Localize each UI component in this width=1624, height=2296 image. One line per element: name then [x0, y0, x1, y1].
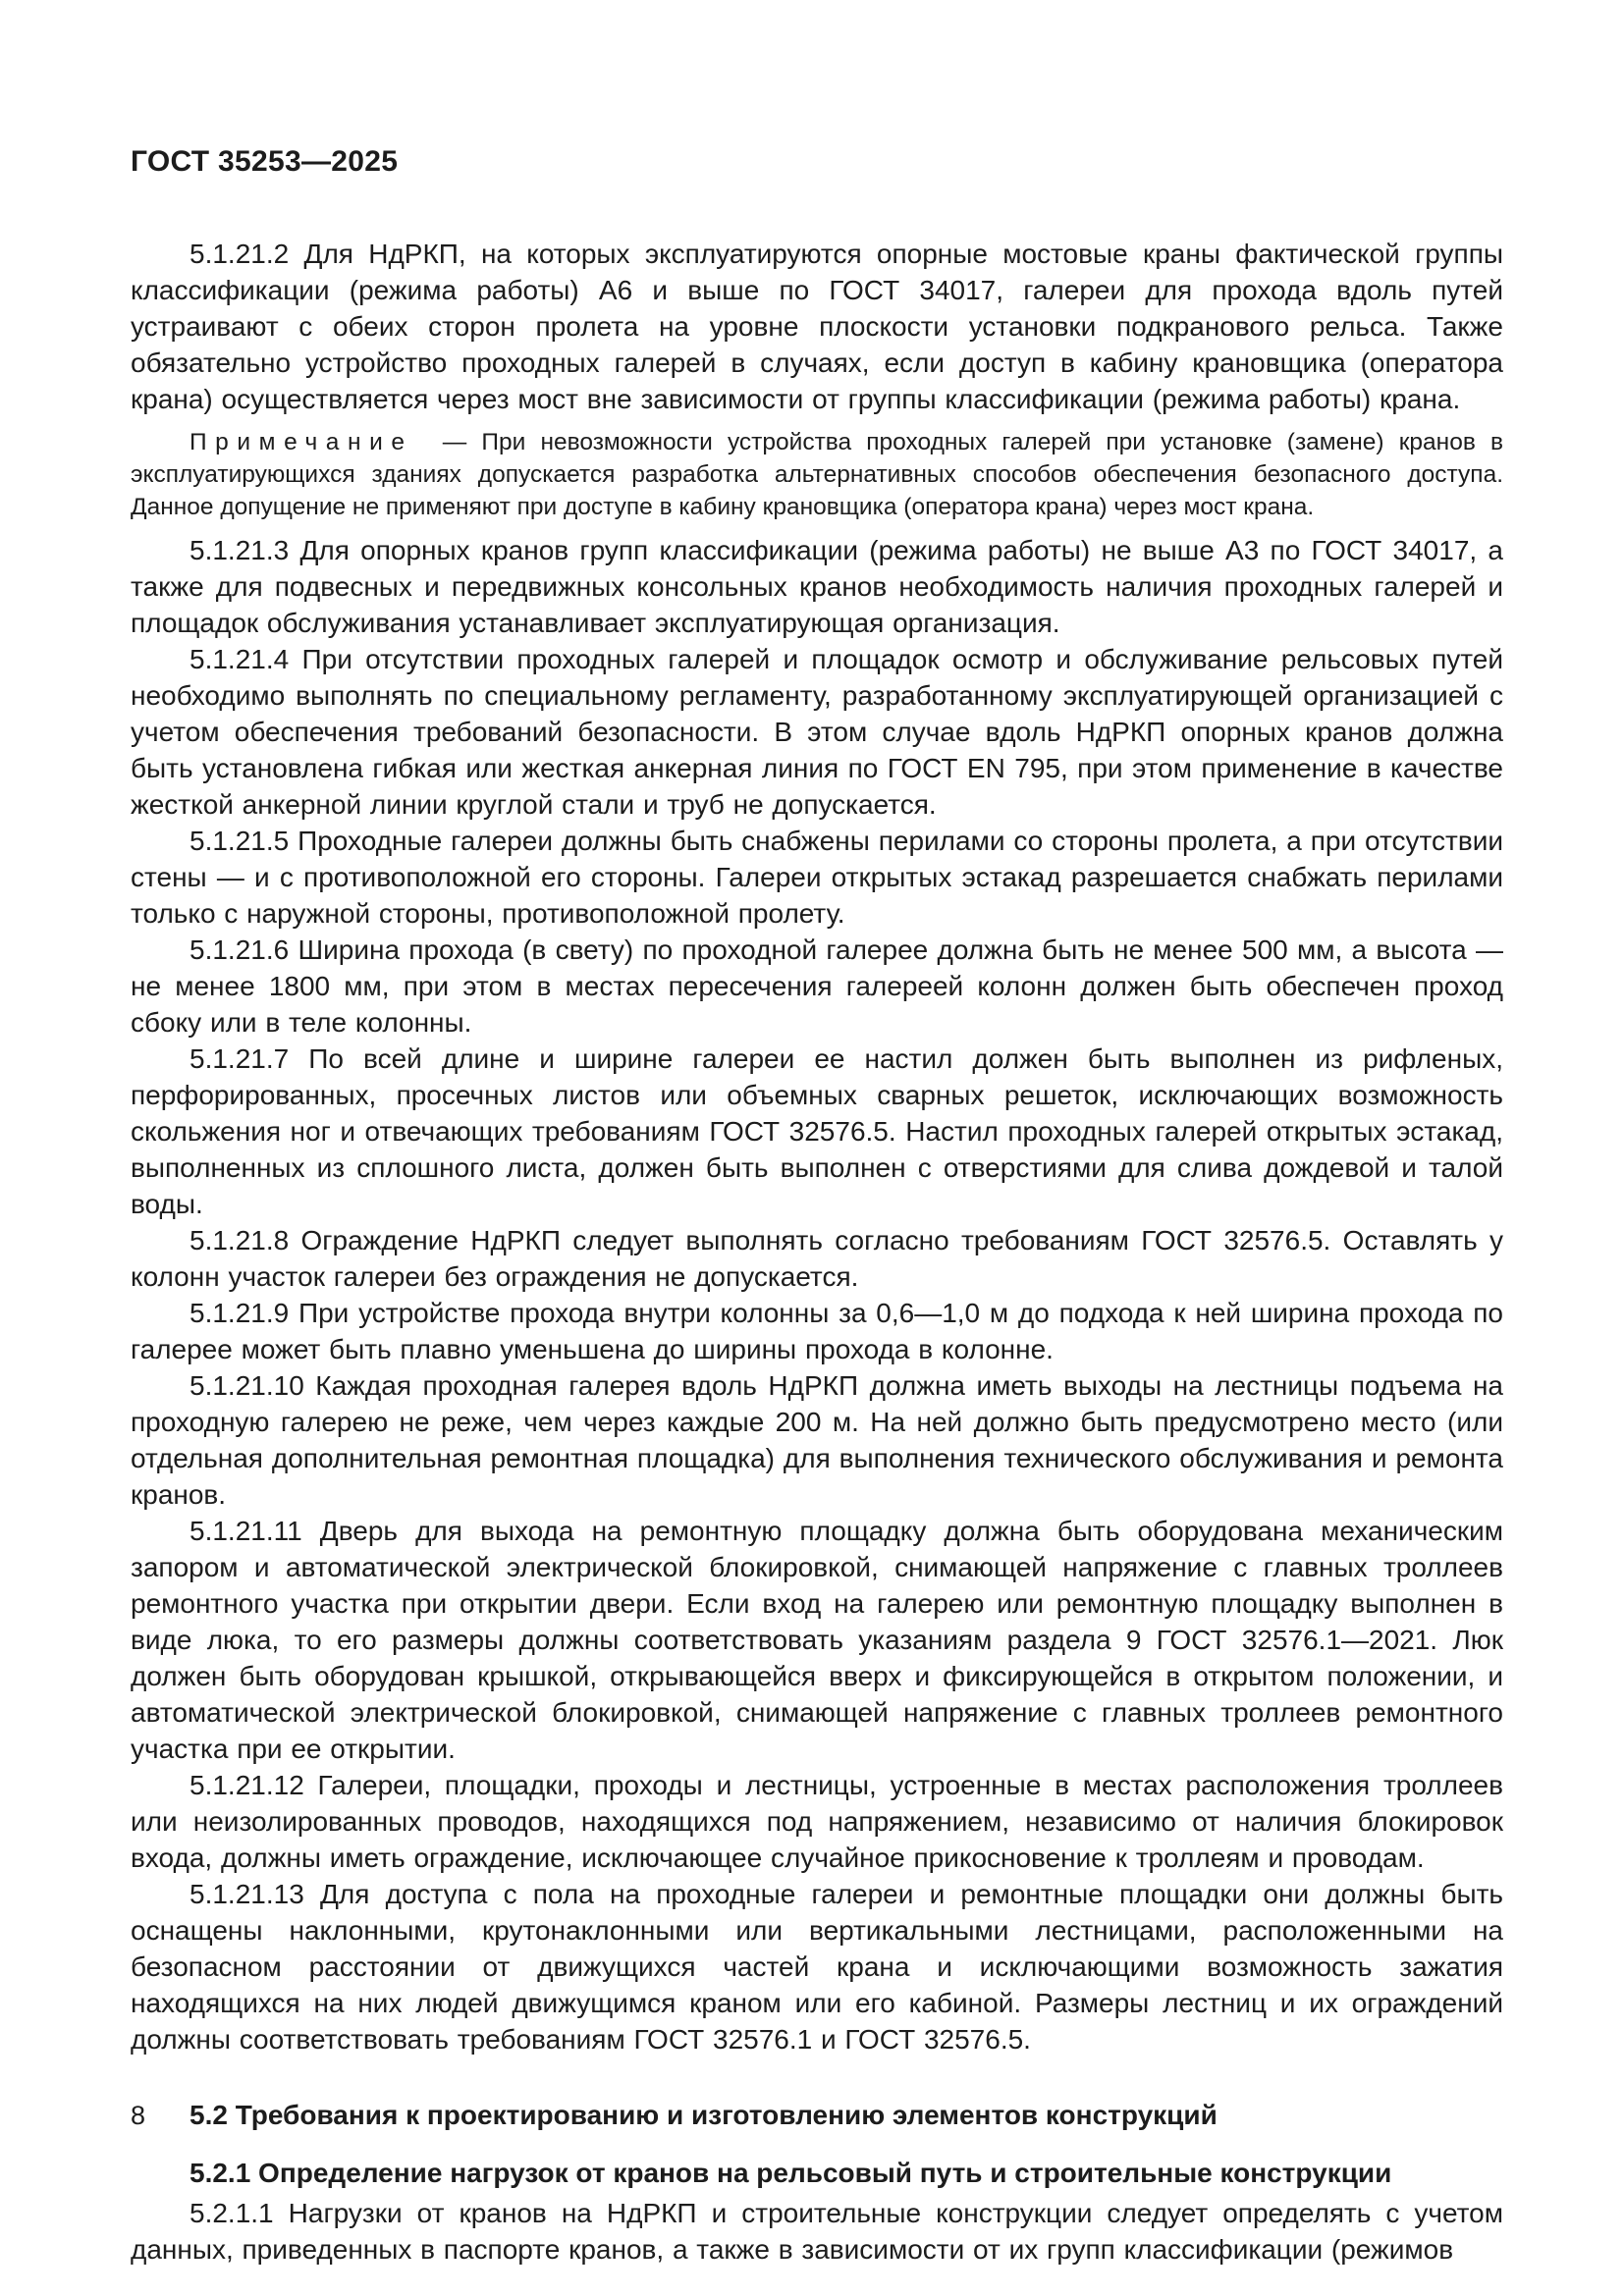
paragraph-5-1-21-12: 5.1.21.12 Галереи, площадки, проходы и лестницы, устроенные в местах расположения троллеев или неизолированных проводов, находящихся под напряжением, независимо от наличия блокировок входа, должны иметь ограждение, исключающее случайное прикосновение к троллеям и проводам. [131, 1770, 1503, 1873]
paragraph-5-1-21-13: 5.1.21.13 Для доступа с пола на проходные галереи и ремонтные площадки они должны быть оснащены наклонными, крутонаклонными или вертикальными лестницами, расположенными на безопасном расстоянии от движущихся частей крана и исключающими возможность зажатия находящихся на них людей движущимся краном или его кабиной. Размеры лестниц и их ограждений должны соответствовать требованиям ГОСТ 32576.1 и ГОСТ 32576.5. [131, 1879, 1503, 2055]
note-label: Примечание [189, 429, 413, 455]
paragraph-5-1-21-7: 5.1.21.7 По всей длине и ширине галереи ее настил должен быть выполнен из рифленых, перфорированных, просечных листов или объемных сварных решеток, исключающих возможность скольжения ног и отвечающих требованиям ГОСТ 32576.5. Настил проходных галерей открытых эстакад, выполненных из сплошного листа, должен быть выполнен с отверстиями для слива дождевой и талой воды. [131, 1043, 1503, 1219]
page-number: 8 [131, 2101, 146, 2130]
paragraph-5-1-21-4: 5.1.21.4 При отсутствии проходных галерей и площадок осмотр и обслуживание рельсовых путей необходимо выполнять по специальному регламенту, разработанному эксплуатирующей организацией с учетом обеспечения требований безопасности. В этом случае вдоль НдРКП опорных кранов должна быть установлена гибкая или жесткая анкерная линия по ГОСТ EN 795, при этом применение в качестве жесткой анкерной линии круглой стали и труб не допускается. [131, 644, 1503, 820]
paragraph-5-1-21-10: 5.1.21.10 Каждая проходная галерея вдоль НдРКП должна иметь выходы на лестницы подъема на проходную галерею не реже, чем через каждые 200 м. На ней должно быть предусмотрено место (или отдельная дополнительная ремонтная площадка) для выполнения технического обслуживания и ремонта кранов. [131, 1370, 1503, 1510]
paragraph-5-1-21-8: 5.1.21.8 Ограждение НдРКП следует выполнять согласно требованиям ГОСТ 32576.5. Оставлять у колонн участок галереи без ограждения не допускается. [131, 1225, 1503, 1292]
section-heading-5-2: 5.2 Требования к проектированию и изготовлению элементов конструкций [189, 2100, 1218, 2130]
paragraph-5-1-21-3: 5.1.21.3 Для опорных кранов групп классификации (режима работы) не выше А3 по ГОСТ 34017, а также для подвесных и передвижных консольных кранов необходимость наличия проходных галерей и площадок обслуживания устанавливает эксплуатирующая организация. [131, 535, 1503, 638]
subsection-heading-5-2-1: 5.2.1 Определение нагрузок от кранов на рельсовый путь и строительные конструкции [189, 2158, 1392, 2188]
paragraph-5-1-21-6: 5.1.21.6 Ширина прохода (в свету) по проходной галерее должна быть не менее 500 мм, а высота — не менее 1800 мм, при этом в местах пересечения галереей колонн должен быть обеспечен проход сбоку или в теле колонны. [131, 934, 1503, 1038]
paragraph-5-1-21-9: 5.1.21.9 При устройстве прохода внутри колонны за 0,6—1,0 м до подхода к ней ширина прохода по галерее может быть плавно уменьшена до ширины прохода в колонне. [131, 1298, 1503, 1364]
document-title: ГОСТ 35253—2025 [131, 145, 399, 178]
page-content [131, 145, 1503, 2268]
paragraph-5-1-21-5: 5.1.21.5 Проходные галереи должны быть снабжены перилами со стороны пролета, а при отсутствии стены — и с противоположной его стороны. Галереи открытых эстакад разрешается снабжать перилами только с наружной стороны, противоположной пролету. [131, 826, 1503, 929]
paragraph-5-1-21-11: 5.1.21.11 Дверь для выхода на ремонтную площадку должна быть оборудована механическим запором и автоматической электрической блокировкой, снимающей напряжение с главных троллеев ремонтного участка при открытии двери. Если вход на галерею или ремонтную площадку выполнен в виде люка, то его размеры должны соответствовать указаниям раздела 9 ГОСТ 32576.1—2021. Люк должен быть оборудован крышкой, открывающейся вверх и фиксирующейся в открытом положении, и автоматической электрической блокировкой, снимающей напряжение с главных троллеев ремонтного участка при ее открытии. [131, 1516, 1503, 1764]
note-paragraph [131, 426, 1503, 523]
note-text: — При невозможности устройства проходных галерей при установке (замене) кранов в эксплуатирующихся зданиях допускается разработка альтернативных способов обеспечения безопасного доступа. Данное допущение не применяют при доступе в кабину крановщика (оператора крана) через мост крана. [131, 429, 1503, 520]
paragraph-5-1-21-2: 5.1.21.2 Для НдРКП, на которых эксплуатируются опорные мостовые краны фактической группы классификации (режима работы) А6 и выше по ГОСТ 34017, галереи для прохода вдоль путей устраивают с обеих сторон пролета на уровне плоскости установки подкранового рельса. Также обязательно устройство проходных галерей в случаях, если доступ в кабину крановщика (оператора крана) осуществляется через мост вне зависимости от группы классификации (режима работы) крана. [131, 239, 1503, 414]
paragraph-5-2-1-1: 5.2.1.1 Нагрузки от кранов на НдРКП и строительные конструкции следует определять с учетом данных, приведенных в паспорте кранов, а также в зависимости от их групп классификации (режимов [131, 2198, 1503, 2265]
